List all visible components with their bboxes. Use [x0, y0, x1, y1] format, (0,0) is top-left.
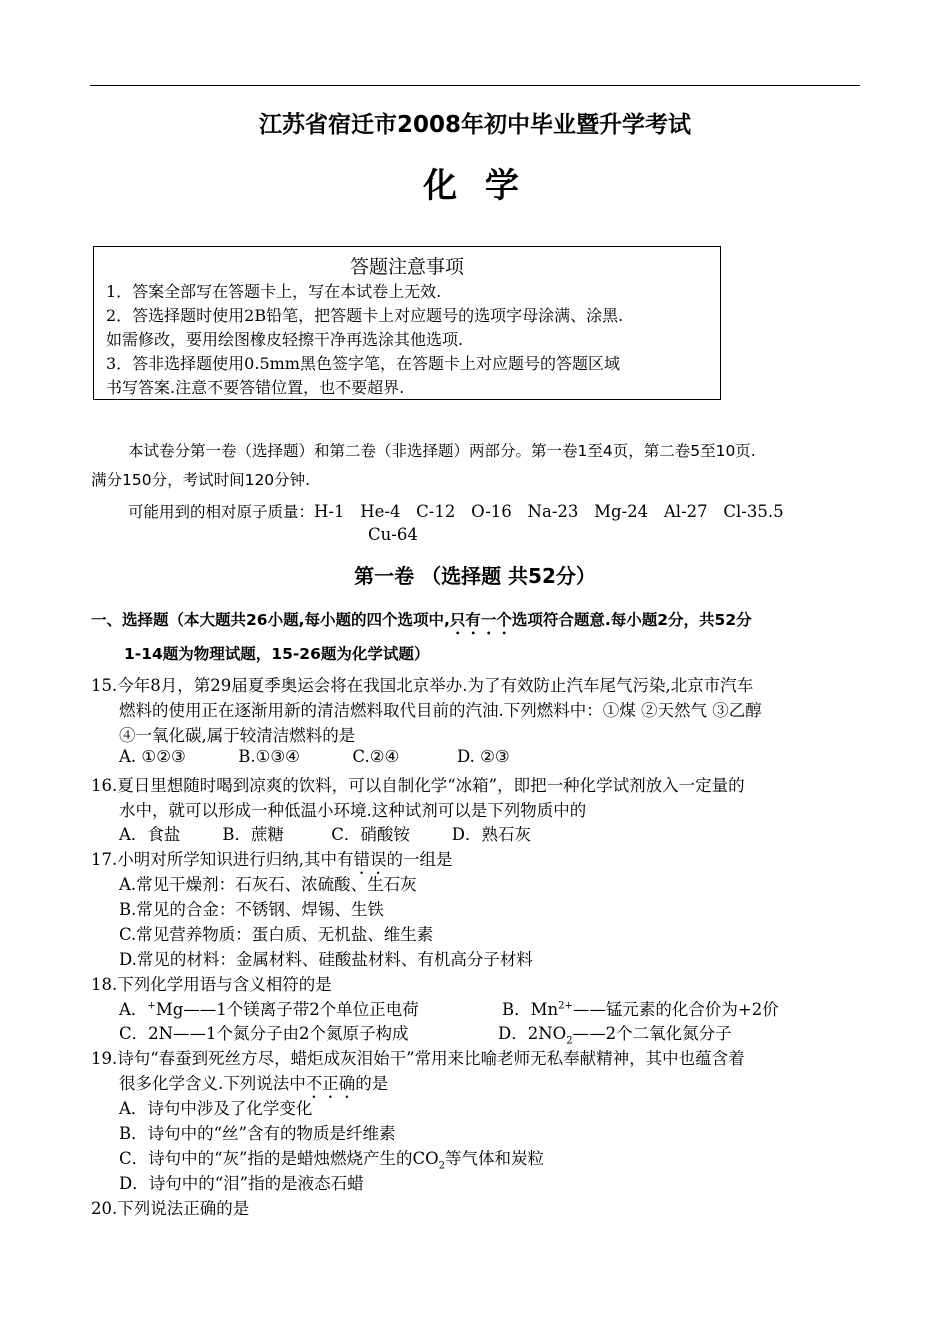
question-16-options: A．食盐 B．蔗糖 C．硝酸铵 D．熟石灰 [119, 825, 532, 844]
question-19-option-c [119, 1145, 544, 1171]
stem-text: 很多化学含义.下列说法中 [119, 1074, 306, 1093]
question-15-options: A. ①②③ B.①③④ C.②④ D. ②③ [119, 747, 510, 766]
question-15-stem: ④一氧化碳,属于较清洁燃料的是 [119, 726, 356, 745]
question-18-option-a [119, 996, 419, 1020]
section-heading-text: 一、选择题（本大题共26小题,每小题的四个选项中, [91, 611, 450, 629]
intro-line-2: 满分150分，考试时间120分钟. [91, 471, 311, 489]
exam-title: 江苏省宿迁市2008年初中毕业暨升学考试 [258, 112, 691, 138]
question-18-option-b [502, 996, 779, 1020]
option-text: 等气体和炭粒 [445, 1149, 545, 1168]
section-heading [91, 608, 752, 638]
question-17-option-b: B.常见的合金：不锈钢、焊锡、生铁 [119, 900, 384, 919]
section-title: 第一卷 （选择题 共52分） [354, 564, 596, 588]
question-19-option-b: B．诗句中的“丝”含有的物质是纤维素 [119, 1124, 396, 1143]
option-text: ——2个二氧化氮分子 [572, 1024, 732, 1043]
option-text: B．Mn [502, 1000, 559, 1019]
notice-box [93, 246, 721, 400]
section-heading-line-2: 1-14题为物理试题，15-26题为化学试题） [124, 645, 430, 663]
notice-line: 3．答非选择题使用0.5mm黑色签字笔，在答题卡上对应题号的答题区域 [106, 354, 620, 373]
question-16-stem: 16.夏日里想随时喝到凉爽的饮料，可以自制化学“冰箱”，即把一种化学试剂放入一定量的 [91, 776, 745, 795]
superscript: 2+ [558, 1000, 573, 1012]
subscript: 2 [438, 1160, 446, 1172]
option-text: Mg——1个镁离子带2个单位正电荷 [155, 1000, 419, 1019]
option-text: A． [119, 1000, 148, 1019]
atomic-mass-line [128, 500, 784, 522]
option-text: C．诗句中的“灰”指的是蜡烛燃烧产生的CO [119, 1149, 439, 1168]
question-17-option-d: D.常见的材料：金属材料、硅酸盐材料、有机高分子材料 [119, 950, 533, 969]
question-18-option-c: C．2N——1个氮分子由2个氮原子构成 [119, 1024, 409, 1043]
question-17-option-a: A.常见干燥剂：石灰石、浓硫酸、生石灰 [119, 875, 417, 894]
question-15-stem: 燃料的使用正在逐渐用新的清洁燃料取代目前的汽油.下列燃料中：①煤 ②天然气 ③乙醇 [119, 701, 762, 720]
emphasis-text: 不正确 [305, 1074, 356, 1093]
option-text: D．2NO [498, 1024, 567, 1043]
subject-title: 化 学 [423, 166, 527, 206]
question-18-option-d [498, 1020, 732, 1046]
stem-text: 17.小明对所学知识进行归纳,其中有 [91, 850, 354, 869]
notice-line: 1．答案全部写在答题卡上，写在本试卷上无效. [106, 282, 442, 301]
emphasis-text: 只有一个 [449, 611, 512, 629]
question-19-stem: 19.诗句“春蚕到死丝方尽，蜡炬成灰泪始干”常用来比喻老师无私奉献精神，其中也蕴含着 [91, 1049, 745, 1068]
notice-line: 如需修改，要用绘图橡皮轻擦干净再选涂其他选项. [106, 330, 464, 349]
question-15-stem: 15.今年8月，第29届夏季奥运会将在我国北京举办.为了有效防止汽车尾气污染,北京市汽车 [91, 676, 754, 695]
superscript: + [147, 1000, 156, 1012]
stem-text: 的一组是 [386, 850, 453, 869]
question-20-stem: 20.下列说法正确的是 [91, 1199, 250, 1218]
question-18-stem: 18.下列化学用语与含义相符的是 [91, 975, 332, 994]
option-text: ——锰元素的化合价为+2价 [572, 1000, 779, 1019]
subscript: 2 [566, 1035, 573, 1047]
intro-line-1: 本试卷分第一卷（选择题）和第二卷（非选择题）两部分。第一卷1至4页，第二卷5至10页. [128, 442, 756, 460]
notice-line: 书写答案.注意不要答错位置，也不要超界. [106, 378, 405, 397]
stem-text: 的是 [355, 1074, 389, 1093]
section-heading-text: 选项符合题意.每小题2分，共52分 [511, 611, 752, 629]
question-16-stem: 水中，就可以形成一种低温小环境.这种试剂可以是下列物质中的 [119, 801, 587, 820]
question-17-option-c: C.常见营养物质：蛋白质、无机盐、维生素 [119, 925, 434, 944]
atomic-mass-continued: Cu-64 [368, 525, 418, 544]
notice-line: 2．答选择题时使用2B铅笔，把答题卡上对应题号的选项字母涂满、涂黑. [106, 306, 624, 325]
atomic-mass-values: H-1 He-4 C-12 O-16 Na-23 Mg-24 Al-27 Cl-35.5 [314, 502, 784, 521]
question-19-option-a: A．诗句中涉及了化学变化 [119, 1099, 313, 1118]
question-19-option-d: D．诗句中的“泪”指的是液态石蜡 [119, 1174, 364, 1193]
notice-title: 答题注意事项 [349, 256, 464, 278]
top-rule [90, 85, 860, 86]
atomic-mass-label: 可能用到的相对原子质量： [128, 503, 315, 521]
emphasis-text: 错误 [353, 850, 387, 869]
